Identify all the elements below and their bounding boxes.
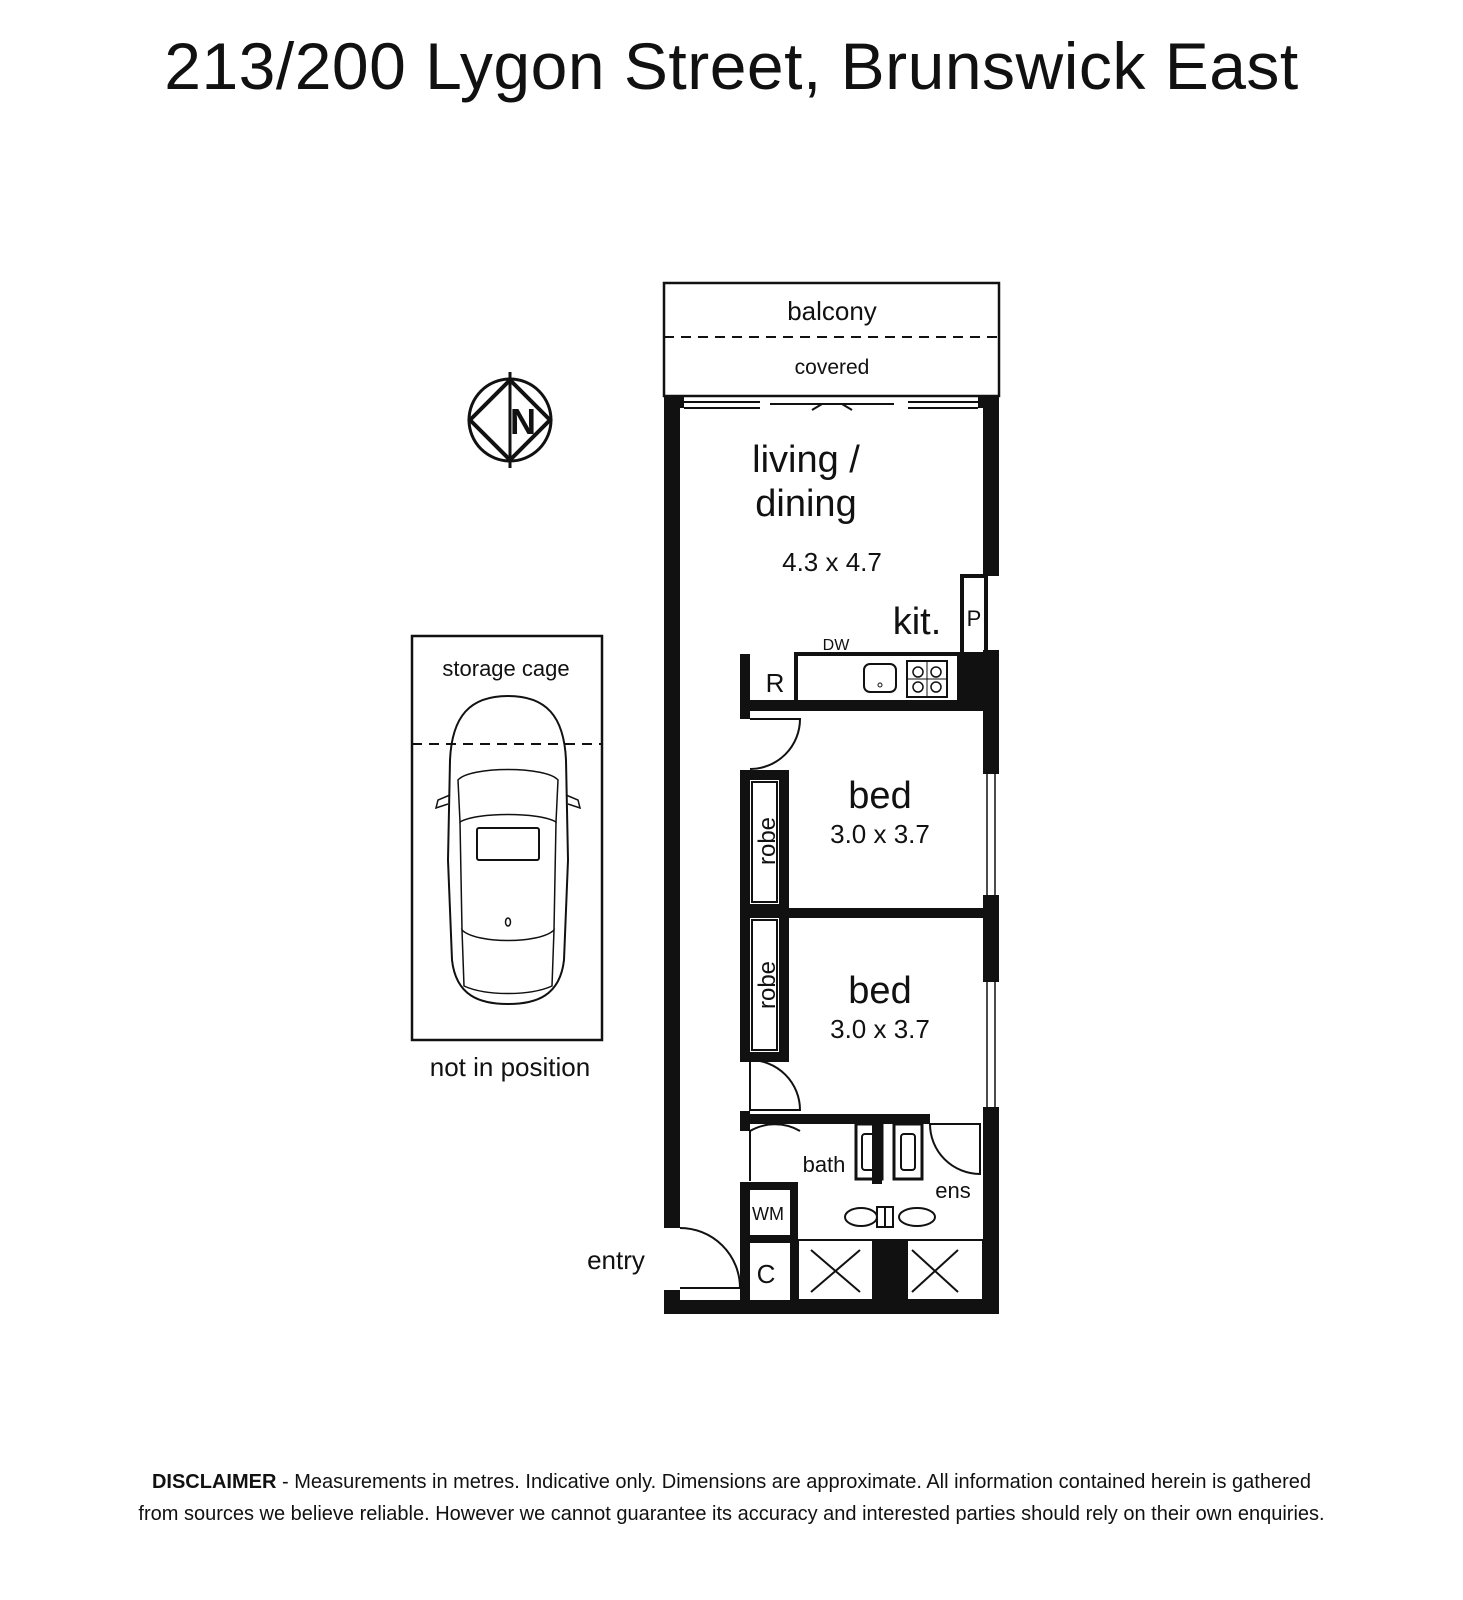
bedroom-2-dimensions: 3.0 x 3.7 xyxy=(830,1014,930,1044)
storage-cage-label: storage cage xyxy=(442,656,570,681)
car-icon xyxy=(436,696,580,1004)
fridge-label: R xyxy=(765,668,785,698)
washing-machine-label: WM xyxy=(752,1204,784,1224)
robe-label-2: robe xyxy=(754,960,781,1010)
entry-label: entry xyxy=(587,1245,645,1275)
living-room-label: living / xyxy=(752,439,860,481)
bedroom-1-label: bed xyxy=(848,775,912,817)
car-position-note: not in position xyxy=(429,1052,591,1082)
dining-room-label: dining xyxy=(755,483,857,525)
pantry-label: P xyxy=(966,606,982,631)
disclaimer-text-2: from sources we believe reliable. However we cannot guarantee its accuracy and interested parties should rely on their own enquiries. xyxy=(138,1503,1325,1525)
disclaimer xyxy=(40,1466,1423,1530)
disclaimer-text-1: - Measurements in metres. Indicative only. Dimensions are approximate. All information contained herein is gathered xyxy=(276,1471,1312,1493)
balcony-label: balcony xyxy=(787,296,877,326)
dishwasher-label: DW xyxy=(822,637,850,654)
page-title: 213/200 Lygon Street, Brunswick East xyxy=(164,29,1299,103)
bathroom-label: bath xyxy=(802,1152,846,1177)
living-room-dimensions: 4.3 x 4.7 xyxy=(782,547,882,577)
robe-label-1: robe xyxy=(754,816,781,866)
disclaimer-line-1 xyxy=(40,1466,1423,1498)
disclaimer-heading: DISCLAIMER xyxy=(151,1471,277,1493)
bedroom-2-label: bed xyxy=(848,970,912,1012)
ensuite-label: ens xyxy=(935,1178,971,1203)
covered-label: covered xyxy=(794,356,870,379)
cupboard-label: C xyxy=(756,1259,776,1289)
kitchen-label: kit. xyxy=(892,601,942,643)
compass-north-label: N xyxy=(510,401,536,442)
balcony-sliding-door xyxy=(684,402,978,410)
bedroom-1-dimensions: 3.0 x 3.7 xyxy=(830,819,930,849)
